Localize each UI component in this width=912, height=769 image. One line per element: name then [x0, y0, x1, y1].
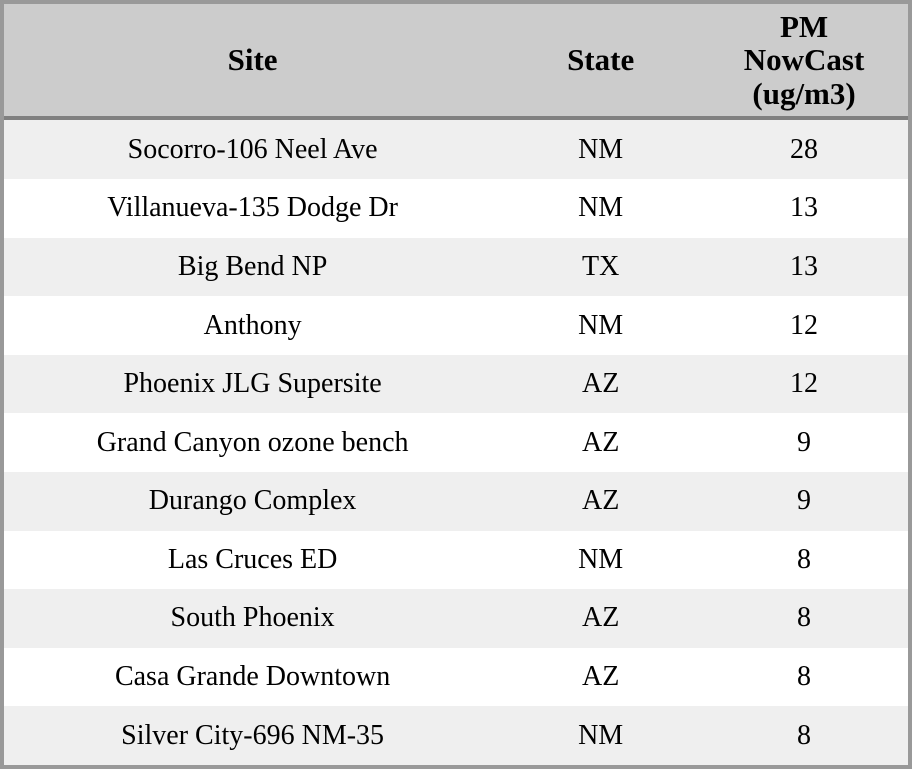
- cell-pm-nowcast: 8: [700, 531, 908, 590]
- cell-pm-nowcast: 28: [700, 118, 908, 179]
- cell-site: Villanueva-135 Dodge Dr: [4, 179, 501, 238]
- cell-state: NM: [501, 296, 700, 355]
- cell-pm-nowcast: 13: [700, 179, 908, 238]
- cell-state: NM: [501, 531, 700, 590]
- cell-state: AZ: [501, 472, 700, 531]
- cell-state: AZ: [501, 413, 700, 472]
- cell-site: Phoenix JLG Supersite: [4, 355, 501, 414]
- column-header-site: Site: [4, 4, 501, 118]
- cell-pm-nowcast: 12: [700, 355, 908, 414]
- table-row: [4, 296, 908, 355]
- table-body: [4, 118, 908, 765]
- cell-site: Anthony: [4, 296, 501, 355]
- table-header: [4, 4, 908, 118]
- column-header-pm-nowcast-line1: PM: [779, 9, 829, 44]
- cell-pm-nowcast: 12: [700, 296, 908, 355]
- cell-state: AZ: [501, 648, 700, 707]
- table-row: [4, 355, 908, 414]
- column-header-pm-nowcast: [700, 4, 908, 118]
- cell-pm-nowcast: 9: [700, 413, 908, 472]
- cell-pm-nowcast: 8: [700, 706, 908, 765]
- cell-site: Durango Complex: [4, 472, 501, 531]
- cell-state: NM: [501, 179, 700, 238]
- cell-site: Las Cruces ED: [4, 531, 501, 590]
- cell-site: South Phoenix: [4, 589, 501, 648]
- cell-pm-nowcast: 8: [700, 589, 908, 648]
- cell-pm-nowcast: 8: [700, 648, 908, 707]
- cell-pm-nowcast: 9: [700, 472, 908, 531]
- cell-site: Casa Grande Downtown: [4, 648, 501, 707]
- table-row: [4, 589, 908, 648]
- table-row: [4, 118, 908, 179]
- table-row: [4, 472, 908, 531]
- table-row: [4, 238, 908, 297]
- cell-state: NM: [501, 118, 700, 179]
- column-header-state: State: [501, 4, 700, 118]
- table-row: [4, 531, 908, 590]
- cell-site: Socorro-106 Neel Ave: [4, 118, 501, 179]
- cell-site: Silver City-696 NM-35: [4, 706, 501, 765]
- table-row: [4, 706, 908, 765]
- column-header-pm-nowcast-line3: (ug/m3): [752, 75, 856, 111]
- cell-state: AZ: [501, 589, 700, 648]
- table-row: [4, 179, 908, 238]
- table-header-row: [4, 4, 908, 118]
- table-row: [4, 648, 908, 707]
- cell-site: Grand Canyon ozone bench: [4, 413, 501, 472]
- cell-state: NM: [501, 706, 700, 765]
- cell-state: TX: [501, 238, 700, 297]
- air-quality-table: [4, 4, 908, 765]
- table-row: [4, 413, 908, 472]
- cell-pm-nowcast: 13: [700, 238, 908, 297]
- column-header-pm-nowcast-line2: NowCast: [743, 42, 865, 78]
- cell-state: AZ: [501, 355, 700, 414]
- cell-site: Big Bend NP: [4, 238, 501, 297]
